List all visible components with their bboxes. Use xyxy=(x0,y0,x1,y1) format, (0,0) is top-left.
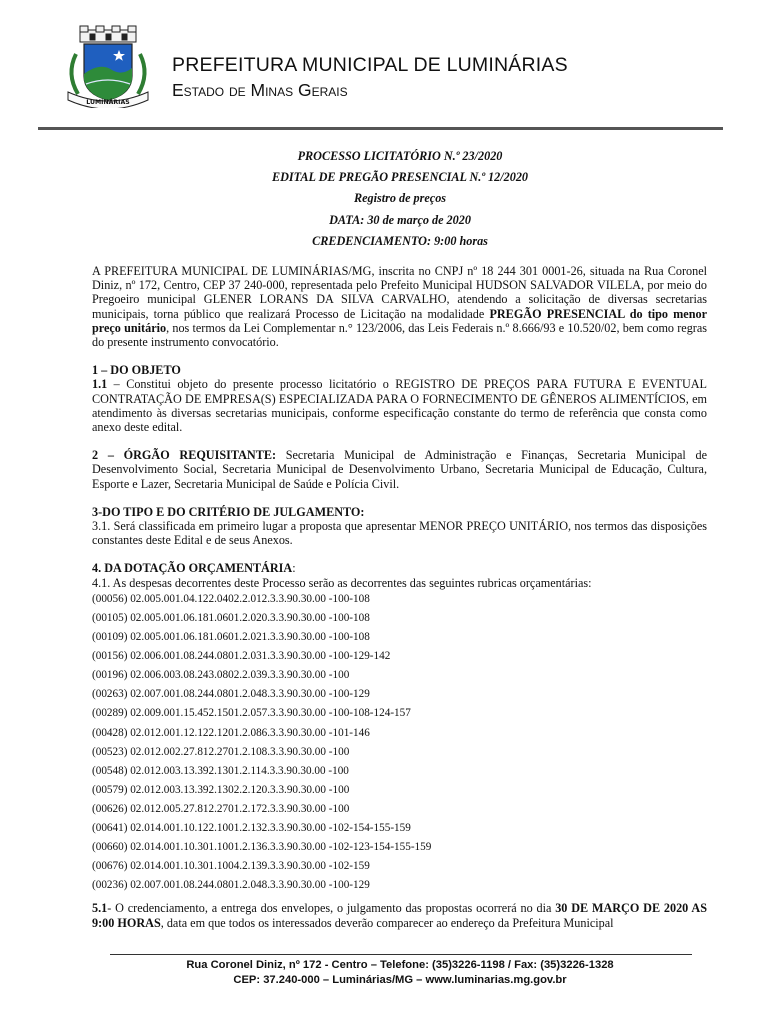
budget-line: (00579) 02.012.003.13.392.1302.2.120.3.3.90.30.00 -100 xyxy=(92,783,350,796)
org-title: PREFEITURA MUNICIPAL DE LUMINÁRIAS xyxy=(172,54,568,76)
header-divider xyxy=(38,127,723,130)
budget-line: (00156) 02.006.001.08.244.0801.2.031.3.3.90.30.00 -100-129-142 xyxy=(92,650,391,663)
svg-text:LUMINÁRIAS: LUMINÁRIAS xyxy=(86,99,130,106)
edital-number: EDITAL DE PREGÃO PRESENCIAL N.º 12/2020 xyxy=(271,170,529,185)
section1-item-label: 1.1 xyxy=(92,377,108,392)
footer-divider xyxy=(110,954,692,955)
accreditation-time: CREDENCIAMENTO: 9:00 horas xyxy=(312,233,488,248)
budget-line: (00548) 02.012.003.13.392.1301.2.114.3.3.90.30.00 -100 xyxy=(92,764,349,777)
footer-contact: CEP: 37.240-000 – Luminárias/MG – www.luminarias.mg.gov.br xyxy=(233,973,567,986)
intro-paragraph xyxy=(92,264,707,349)
intro-bold-text: PREGÃO PRESENCIAL do tipo menor preço unitário xyxy=(92,306,707,335)
budget-line: (00109) 02.005.001.06.181.0601.2.021.3.3.90.30.00 -100-108 xyxy=(92,631,370,644)
section1-item-text: – Constitui objeto do presente processo licitatório o REGISTRO DE PREÇOS PARA FUTURA E EVENTUAL CONTRATAÇÃO DE EMPRESA(S) ESPECIALIZADA PARA O FORNECIMENTO DE GÊNEROS ALIMENTÍCIOS, em atendimento às diversas secretarias municipais, conforme especificação constante do termo de referência que consta como anexo deste edital. xyxy=(92,377,707,435)
budget-line: (00641) 02.014.001.10.122.1001.2.132.3.3.90.30.00 -102-154-155-159 xyxy=(92,821,411,834)
section5-text-end: , data em que todos os interessados deverão comparecer ao endereço da Prefeitura Municipal xyxy=(160,915,614,930)
section5-bold-date: 30 DE MARÇO DE 2020 AS 9:00 HORAS xyxy=(92,901,707,930)
budget-line: (00289) 02.009.001.15.452.1501.2.057.3.3.90.30.00 -100-108-124-157 xyxy=(92,707,411,720)
budget-line: (00428) 02.012.001.12.122.1201.2.086.3.3.90.30.00 -101-146 xyxy=(92,726,370,739)
process-number: PROCESSO LICITATÓRIO N.º 23/2020 xyxy=(297,149,503,163)
budget-line: (00236) 02.007.001.08.244.0801.2.048.3.3.90.30.00 -100-129 xyxy=(92,879,370,892)
section4-title-line xyxy=(92,561,707,575)
budget-line: (00523) 02.012.002.27.812.2701.2.108.3.3.90.30.00 -100 xyxy=(92,745,350,758)
budget-line: (00626) 02.012.005.27.812.2701.2.172.3.3.90.30.00 -100 xyxy=(92,802,350,815)
budget-line: (00660) 02.014.001.10.301.1001.2.136.3.3.90.30.00 -102-123-154-155-159 xyxy=(92,841,432,854)
section4-title: 4. DA DOTAÇÃO ORÇAMENTÁRIA xyxy=(92,561,293,576)
budget-line: (00105) 02.005.001.06.181.0601.2.020.3.3.90.30.00 -100-108 xyxy=(92,611,370,624)
municipal-crest-logo xyxy=(62,24,154,108)
budget-line: (00263) 02.007.001.08.244.0801.2.048.3.3.90.30.00 -100-129 xyxy=(92,688,370,701)
section3-text: 3.1. Será classificada em primeiro lugar a proposta que apresentar MENOR PREÇO UNITÁRIO, nos termos das disposições constantes deste Edital e de seus Anexos. xyxy=(92,519,707,548)
section4-title-suffix: : xyxy=(292,561,296,576)
section5-text: - O credenciamento, a entrega dos envelopes, o julgamento das propostas ocorrerá no dia xyxy=(107,901,556,916)
section2-title: 2 – ÓRGÃO REQUISITANTE: xyxy=(92,448,277,463)
budget-line: (00676) 02.014.001.10.301.1004.2.139.3.3.90.30.00 -102-159 xyxy=(92,860,370,873)
budget-lines-list xyxy=(92,590,707,896)
section4-text: 4.1. As despesas decorrentes deste Processo serão as decorrentes das seguintes rubricas orçamentárias: xyxy=(92,575,592,590)
section2-text: Secretaria Municipal de Administração e Finanças, Secretaria Municipal de Desenvolvimento Social, Secretaria Municipal de Desenvolvimento Urbano, Secretaria Municipal de Educação, Cultura, Esporte e Lazer, Secretaria Municipal de Saúde e Polícia Civil. xyxy=(92,448,707,491)
footer-address: Rua Coronel Diniz, nº 172 - Centro – Telefone: (35)3226-1198 / Fax: (35)3226-1328 xyxy=(186,959,614,971)
mural-crown-icon xyxy=(80,26,136,42)
section5-paragraph xyxy=(92,901,707,929)
intro-text-end: , nos termos da Lei Complementar n.° 123/2006, das Leis Federais n.º 8.666/93 e 10.520/02, bem como regras do presente instrumento convocatório. xyxy=(92,320,708,350)
budget-line: (00196) 02.006.003.08.243.0802.2.039.3.3.90.30.00 -100 xyxy=(92,669,350,682)
edital-title-block xyxy=(0,146,770,252)
edital-date: DATA: 30 de março de 2020 xyxy=(329,212,471,227)
section3-title: 3-DO TIPO E DO CRITÉRIO DE JULGAMENTO: xyxy=(92,504,365,519)
section1-paragraph xyxy=(92,377,707,434)
budget-line: (00056) 02.005.001.04.122.0402.2.012.3.3.90.30.00 -100-108 xyxy=(92,592,370,605)
document-body xyxy=(92,264,707,930)
section5-label: 5.1 xyxy=(92,901,108,916)
intro-text: A PREFEITURA MUNICIPAL DE LUMINÁRIAS/MG, inscrita no CNPJ nº 18 244 301 0001-26, situada na Rua Coronel Diniz, nº 172, Centro, CEP 37 240-000, representada pelo Prefeito Municipal HUDSON SALVADOR VILELA, por meio do Pregoeiro municipal GLENER LORANS DA SILVA CARVALHO, atendendo a solicitação de diversas secretarias municipais, torna público que realizará Processo de Licitação na modalidade xyxy=(92,264,707,321)
section2-paragraph xyxy=(92,448,707,491)
org-subtitle: Estado de Minas Gerais xyxy=(172,80,348,100)
footer xyxy=(0,958,770,987)
registration-type: Registro de preços xyxy=(353,191,447,206)
section1-title: 1 – DO OBJETO xyxy=(92,363,181,378)
